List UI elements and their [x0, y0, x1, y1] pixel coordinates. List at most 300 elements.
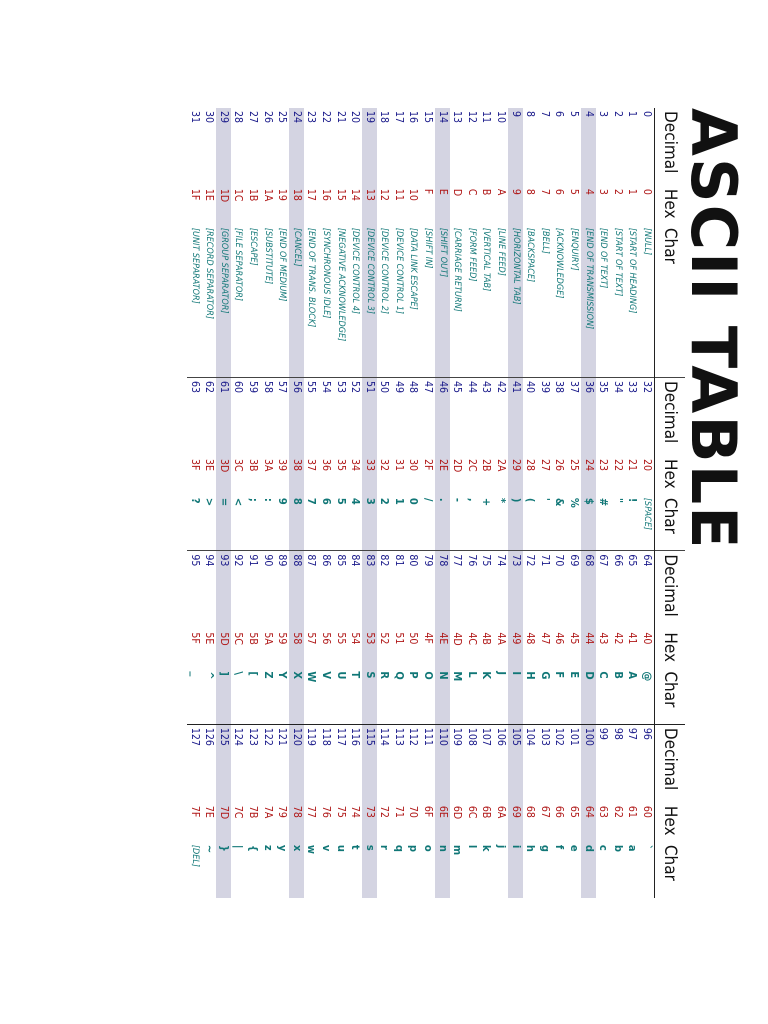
- hex-cell: 42: [611, 632, 624, 645]
- char-cell: r: [378, 844, 392, 850]
- table-row: [479, 108, 494, 898]
- char-cell: s: [362, 842, 377, 898]
- decimal-cell: 94: [202, 551, 217, 630]
- char-cell: ': [538, 497, 552, 501]
- decimal-cell: 63: [187, 377, 202, 456]
- char-cell: e: [568, 844, 582, 852]
- decimal-cell: 86: [318, 551, 333, 630]
- decimal-cell: 51: [362, 377, 377, 456]
- table-row: [260, 108, 275, 898]
- decimal-cell: 31: [188, 111, 201, 124]
- decimal-cell: 3: [597, 111, 610, 118]
- char-cell: [SHIFT IN]: [423, 227, 434, 269]
- table-row: [304, 108, 319, 898]
- hex-cell: 72: [378, 805, 391, 818]
- char-cell: [UNIT SEPARATOR]: [189, 227, 200, 304]
- decimal-cell: 117: [333, 724, 348, 803]
- hex-cell: 14: [349, 188, 362, 201]
- char-cell: P: [407, 671, 421, 679]
- hex-cell: 50: [407, 632, 420, 645]
- char-cell: i: [508, 842, 523, 898]
- hex-cell: 4: [581, 186, 596, 225]
- hex-cell: 77: [305, 805, 318, 818]
- char-cell: E: [568, 671, 582, 679]
- decimal-cell: 2: [611, 111, 624, 118]
- char-cell: -: [451, 497, 465, 502]
- char-cell: !: [626, 497, 640, 503]
- hex-cell: 8: [524, 188, 537, 195]
- char-cell: D: [581, 668, 596, 724]
- decimal-cell: 16: [407, 111, 420, 124]
- char-cell: [ACKNOWLEDGE]: [554, 227, 565, 299]
- hex-cell: 7B: [246, 805, 259, 819]
- decimal-cell: 125: [216, 724, 231, 803]
- hex-cell: 55: [334, 632, 347, 645]
- hex-cell: 3A: [261, 458, 274, 472]
- decimal-cell: 4: [581, 108, 596, 186]
- hex-cell: 13: [362, 186, 377, 225]
- hex-cell: 39: [276, 458, 289, 471]
- page-title: ASCII TABLE: [677, 108, 750, 551]
- decimal-cell: 100: [581, 724, 596, 803]
- decimal-cell: 114: [377, 724, 392, 803]
- char-cell: [END OF TEXT]: [598, 227, 609, 289]
- char-cell: m: [451, 844, 465, 856]
- decimal-cell: 59: [245, 377, 260, 456]
- table-row: [610, 108, 625, 898]
- decimal-cell: 76: [464, 551, 479, 630]
- hex-cell: D: [451, 188, 464, 197]
- hex-cell: 73: [362, 803, 377, 842]
- column-header-char: Char: [655, 225, 686, 378]
- char-cell: [ENQUIRY]: [569, 227, 580, 271]
- decimal-cell: 67: [596, 551, 611, 630]
- hex-cell: 31: [392, 458, 405, 471]
- hex-cell: 5: [568, 188, 581, 195]
- hex-cell: 17: [305, 188, 318, 201]
- char-cell: l: [465, 844, 479, 849]
- table-row: [289, 108, 304, 898]
- hex-cell: 5F: [188, 632, 201, 644]
- hex-cell: 45: [568, 632, 581, 645]
- hex-cell: 9: [508, 186, 523, 225]
- decimal-cell: 55: [304, 377, 319, 456]
- char-cell: [START OF HEADING]: [627, 227, 638, 314]
- hex-cell: 75: [334, 805, 347, 818]
- decimal-cell: 121: [275, 724, 290, 803]
- char-cell: (: [524, 497, 538, 503]
- hex-cell: 69: [508, 803, 523, 842]
- char-cell: |: [232, 844, 246, 849]
- hex-cell: 24: [581, 456, 596, 495]
- table-row: [406, 108, 421, 898]
- decimal-cell: 23: [305, 111, 318, 124]
- char-cell: [FORM FEED]: [466, 227, 477, 282]
- hex-cell: 20: [641, 458, 653, 471]
- char-cell: _: [188, 671, 202, 677]
- hex-cell: 74: [349, 805, 362, 818]
- hex-cell: 7: [538, 188, 551, 195]
- decimal-cell: 79: [421, 551, 436, 630]
- decimal-cell: 21: [334, 111, 347, 124]
- decimal-cell: 37: [566, 377, 581, 456]
- hex-cell: 43: [597, 632, 610, 645]
- decimal-cell: 30: [203, 111, 216, 124]
- char-cell: M: [451, 671, 465, 682]
- char-cell: ?: [188, 497, 202, 504]
- hex-cell: 2: [611, 188, 624, 195]
- char-cell: ~: [203, 844, 217, 854]
- char-cell: 1: [392, 497, 406, 505]
- hex-cell: A: [495, 188, 508, 196]
- decimal-cell: 73: [508, 551, 523, 630]
- hex-cell: 2F: [422, 458, 435, 471]
- hex-cell: 61: [626, 805, 639, 818]
- hex-cell: 11: [392, 188, 405, 201]
- column-header-decimal: Decimal: [655, 551, 686, 630]
- hex-cell: 2E: [435, 456, 450, 495]
- char-cell: /: [422, 497, 436, 502]
- hex-cell: 67: [538, 805, 551, 818]
- char-cell: u: [334, 844, 348, 852]
- char-cell: \: [232, 671, 246, 675]
- char-cell: ]: [216, 668, 231, 724]
- char-cell: [DEVICE CONTROL 2]: [379, 227, 390, 315]
- hex-cell: 6: [553, 188, 566, 195]
- decimal-cell: 9: [508, 108, 523, 186]
- decimal-cell: 111: [421, 724, 436, 803]
- column-header-hex: Hex: [655, 629, 686, 668]
- table-row: [552, 108, 567, 898]
- decimal-cell: 0: [641, 111, 653, 118]
- decimal-cell: 95: [187, 551, 202, 630]
- decimal-cell: 54: [318, 377, 333, 456]
- char-cell: ,: [465, 497, 479, 502]
- decimal-cell: 124: [231, 724, 246, 803]
- hex-cell: 15: [334, 188, 347, 201]
- hex-cell: 48: [524, 632, 537, 645]
- hex-cell: 16: [319, 188, 332, 201]
- char-cell: 6: [319, 497, 333, 505]
- decimal-cell: 33: [625, 377, 640, 456]
- hex-cell: 35: [334, 458, 347, 471]
- char-cell: x: [289, 842, 304, 898]
- decimal-cell: 10: [495, 111, 508, 124]
- decimal-cell: 122: [260, 724, 275, 803]
- decimal-cell: 50: [377, 377, 392, 456]
- hex-cell: 78: [289, 803, 304, 842]
- column-header-char: Char: [655, 668, 686, 724]
- decimal-cell: 105: [508, 724, 523, 803]
- hex-cell: 2B: [480, 458, 493, 472]
- char-cell: d: [581, 842, 596, 898]
- hex-cell: 27: [538, 458, 551, 471]
- decimal-cell: 118: [318, 724, 333, 803]
- decimal-cell: 40: [523, 377, 538, 456]
- table-row: [333, 108, 348, 898]
- column-header-hex: Hex: [655, 803, 686, 842]
- char-cell: z: [261, 844, 275, 851]
- table-row: [348, 108, 363, 898]
- decimal-cell: 104: [523, 724, 538, 803]
- decimal-cell: 80: [406, 551, 421, 630]
- hex-cell: 57: [305, 632, 318, 645]
- char-cell: +: [480, 497, 494, 507]
- table-row: [216, 108, 231, 898]
- hex-cell: 3B: [246, 458, 259, 472]
- char-cell: W: [305, 671, 319, 683]
- decimal-cell: 87: [304, 551, 319, 630]
- decimal-cell: 44: [464, 377, 479, 456]
- decimal-cell: 81: [391, 551, 406, 630]
- decimal-cell: 89: [275, 551, 290, 630]
- hex-cell: 65: [568, 805, 581, 818]
- decimal-cell: 126: [202, 724, 217, 803]
- decimal-cell: 85: [333, 551, 348, 630]
- char-cell: &: [553, 497, 567, 507]
- hex-cell: 5A: [261, 632, 274, 645]
- decimal-cell: 6: [553, 111, 566, 118]
- decimal-cell: 11: [480, 111, 493, 124]
- char-cell: A: [626, 671, 640, 680]
- decimal-cell: 84: [348, 551, 363, 630]
- char-cell: @: [641, 671, 654, 682]
- hex-cell: 33: [362, 456, 377, 495]
- char-cell: T: [349, 671, 363, 679]
- char-cell: o: [422, 844, 436, 852]
- hex-cell: 7C: [232, 805, 245, 819]
- char-cell: [DEVICE CONTROL 3]: [362, 225, 377, 378]
- hex-cell: 63: [597, 805, 610, 818]
- table-row: [625, 108, 640, 898]
- hex-cell: 60: [641, 805, 653, 818]
- hex-cell: 41: [626, 632, 639, 645]
- hex-cell: 68: [524, 805, 537, 818]
- hex-cell: C: [465, 188, 478, 196]
- decimal-cell: 127: [187, 724, 202, 803]
- char-cell: `: [641, 844, 654, 850]
- hex-cell: 1B: [246, 188, 259, 202]
- decimal-cell: 18: [378, 111, 391, 124]
- decimal-cell: 108: [464, 724, 479, 803]
- char-cell: S: [362, 668, 377, 724]
- table-row: [508, 108, 523, 898]
- hex-cell: 0: [641, 188, 653, 195]
- hex-cell: 40: [641, 632, 653, 645]
- decimal-cell: 69: [566, 551, 581, 630]
- char-cell: [DEVICE CONTROL 1]: [393, 227, 404, 315]
- char-cell: [SHIFT OUT]: [435, 225, 450, 378]
- table-row: [202, 108, 217, 898]
- hex-cell: 2C: [465, 458, 478, 472]
- decimal-cell: 47: [421, 377, 436, 456]
- decimal-cell: 45: [450, 377, 465, 456]
- table-body: [187, 108, 655, 898]
- hex-cell: 6B: [480, 805, 493, 819]
- char-cell: q: [392, 844, 406, 852]
- hex-cell: 7A: [261, 805, 274, 819]
- column-header-hex: Hex: [655, 186, 686, 225]
- decimal-cell: 72: [523, 551, 538, 630]
- char-cell: F: [553, 671, 567, 679]
- decimal-cell: 101: [566, 724, 581, 803]
- decimal-cell: 64: [639, 551, 654, 630]
- decimal-cell: 36: [581, 377, 596, 456]
- decimal-cell: 66: [610, 551, 625, 630]
- char-cell: Y: [276, 671, 290, 679]
- hex-cell: 66: [553, 805, 566, 818]
- char-cell: >: [203, 497, 217, 507]
- char-cell: c: [597, 844, 611, 851]
- decimal-cell: 14: [435, 108, 450, 186]
- hex-cell: 30: [407, 458, 420, 471]
- decimal-cell: 39: [537, 377, 552, 456]
- char-cell: [SYNCHRONOUS IDLE]: [320, 227, 331, 319]
- char-cell: }: [216, 842, 231, 898]
- char-cell: [CANCEL]: [289, 225, 304, 378]
- char-cell: ^: [203, 671, 217, 680]
- hex-cell: 54: [349, 632, 362, 645]
- char-cell: H: [524, 671, 538, 680]
- char-cell: [CARRIAGE RETURN]: [452, 227, 463, 312]
- decimal-cell: 46: [435, 377, 450, 456]
- hex-cell: 1D: [216, 186, 231, 225]
- decimal-cell: 120: [289, 724, 304, 803]
- char-cell: O: [422, 671, 436, 680]
- hex-cell: 47: [538, 632, 551, 645]
- decimal-cell: 58: [260, 377, 275, 456]
- char-cell: [VERTICAL TAB]: [481, 227, 492, 292]
- decimal-cell: 112: [406, 724, 421, 803]
- char-cell: J: [495, 671, 509, 676]
- decimal-cell: 93: [216, 551, 231, 630]
- ascii-table: [187, 108, 685, 898]
- char-cell: ;: [246, 497, 260, 502]
- decimal-cell: 5: [568, 111, 581, 118]
- decimal-cell: 25: [276, 111, 289, 124]
- decimal-cell: 74: [493, 551, 508, 630]
- char-cell: [SUBSTITUTE]: [262, 227, 273, 285]
- char-cell: I: [508, 668, 523, 724]
- decimal-cell: 98: [610, 724, 625, 803]
- decimal-cell: 24: [289, 108, 304, 186]
- decimal-cell: 13: [451, 111, 464, 124]
- decimal-cell: 15: [422, 111, 435, 124]
- decimal-cell: 41: [508, 377, 523, 456]
- hex-cell: 4D: [451, 632, 464, 646]
- header-row: [655, 108, 686, 898]
- decimal-cell: 49: [391, 377, 406, 456]
- char-cell: b: [611, 844, 625, 852]
- char-cell: Z: [261, 671, 275, 679]
- hex-cell: 6A: [495, 805, 508, 819]
- hex-cell: 3: [597, 188, 610, 195]
- decimal-cell: 17: [392, 111, 405, 124]
- char-cell: [END OF TRANSMISSION]: [581, 225, 596, 378]
- char-cell: {: [246, 844, 260, 852]
- char-cell: [DATA LINK ESCAPE]: [408, 227, 419, 310]
- hex-cell: 4A: [495, 632, 508, 645]
- char-cell: [END OF TRANS. BLOCK]: [306, 227, 317, 328]
- hex-cell: 32: [378, 458, 391, 471]
- hex-cell: F: [422, 188, 435, 195]
- hex-cell: 1F: [188, 188, 201, 201]
- hex-cell: 46: [553, 632, 566, 645]
- char-cell: #: [597, 497, 611, 507]
- char-cell: v: [319, 844, 333, 852]
- char-cell: 9: [276, 497, 290, 505]
- decimal-cell: 68: [581, 551, 596, 630]
- char-cell: B: [611, 671, 625, 679]
- hex-cell: 6C: [465, 805, 478, 819]
- table-row: [523, 108, 538, 898]
- table-row: [362, 108, 377, 898]
- decimal-cell: 8: [524, 111, 537, 118]
- char-cell: [START OF TEXT]: [612, 227, 623, 297]
- table-row: [231, 108, 246, 898]
- table-row: [566, 108, 581, 898]
- decimal-cell: 26: [261, 111, 274, 124]
- decimal-cell: 82: [377, 551, 392, 630]
- table-row: [639, 108, 654, 898]
- char-cell: [FILE SEPARATOR]: [233, 227, 244, 302]
- decimal-cell: 56: [289, 377, 304, 456]
- decimal-cell: 60: [231, 377, 246, 456]
- char-cell: y: [276, 844, 290, 852]
- decimal-cell: 106: [493, 724, 508, 803]
- hex-cell: 10: [407, 188, 420, 201]
- char-cell: n: [435, 842, 450, 898]
- hex-cell: 6E: [435, 803, 450, 842]
- char-cell: R: [378, 671, 392, 679]
- char-cell: j: [495, 844, 509, 849]
- char-cell: $: [581, 495, 596, 551]
- hex-cell: 4C: [465, 632, 478, 646]
- char-cell: V: [319, 671, 333, 680]
- char-cell: %: [568, 497, 582, 508]
- decimal-cell: 62: [202, 377, 217, 456]
- table-row: [275, 108, 290, 898]
- char-cell: 2: [378, 497, 392, 505]
- decimal-cell: 65: [625, 551, 640, 630]
- hex-cell: 56: [319, 632, 332, 645]
- column-header-char: Char: [655, 495, 686, 551]
- decimal-cell: 75: [479, 551, 494, 630]
- hex-cell: 21: [626, 458, 639, 471]
- hex-cell: 79: [276, 805, 289, 818]
- char-cell: [GROUP SEPARATOR]: [216, 225, 231, 378]
- hex-cell: 25: [568, 458, 581, 471]
- hex-cell: 38: [289, 456, 304, 495]
- char-cell: [BELL]: [539, 227, 550, 254]
- hex-cell: 53: [362, 629, 377, 668]
- decimal-cell: 123: [245, 724, 260, 803]
- hex-cell: 44: [581, 629, 596, 668]
- char-cell: [DEVICE CONTROL 4]: [350, 227, 361, 315]
- hex-cell: 1C: [232, 188, 245, 202]
- char-cell: [NULL]: [642, 227, 652, 256]
- table-row: [537, 108, 552, 898]
- char-cell: ": [611, 497, 625, 504]
- char-cell: w: [305, 844, 319, 854]
- decimal-cell: 19: [362, 108, 377, 186]
- char-cell: 3: [362, 495, 377, 551]
- decimal-cell: 35: [596, 377, 611, 456]
- char-cell: <: [232, 497, 246, 507]
- char-cell: :: [261, 497, 275, 502]
- table-row: [596, 108, 611, 898]
- decimal-cell: 71: [537, 551, 552, 630]
